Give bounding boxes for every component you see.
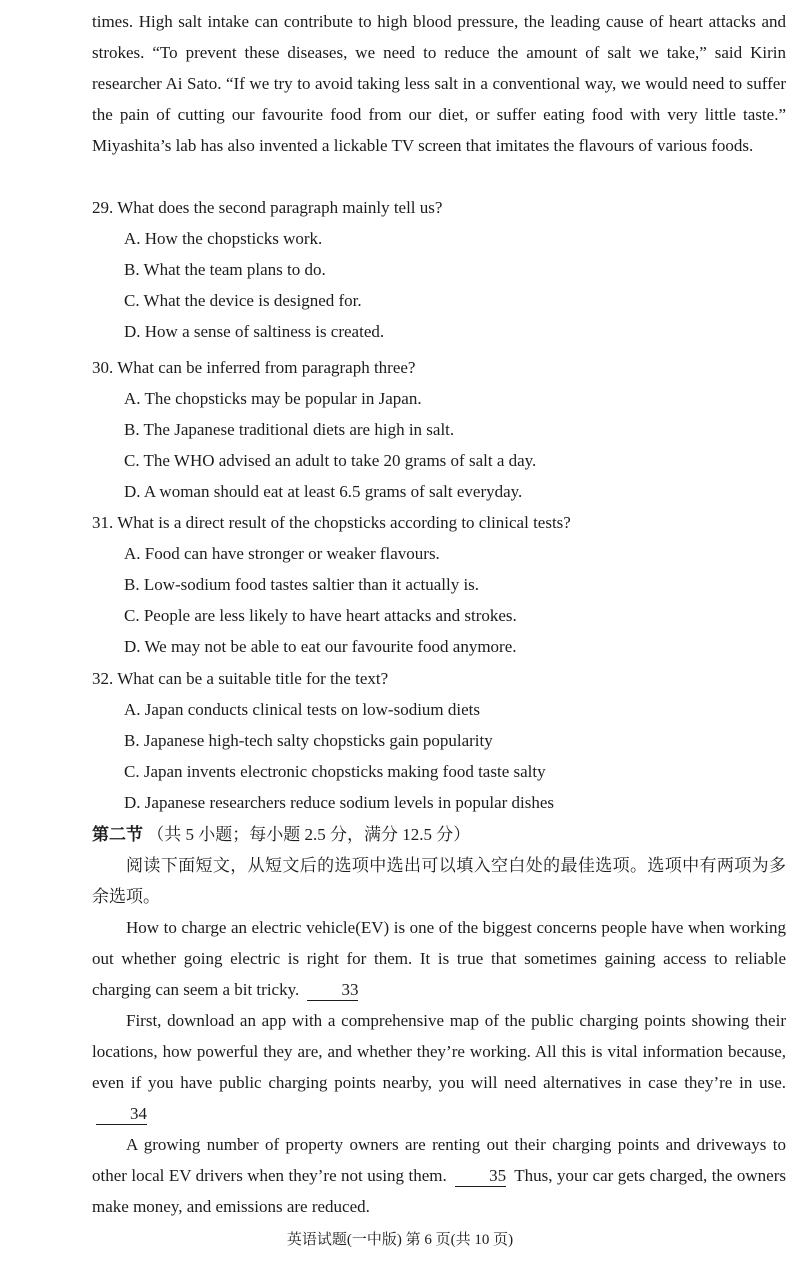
- passage-paragraph: times. High salt intake can contribute to high blood pressure, the leading cause of heart attacks and strokes. “To prevent these diseases, we need to reduce the amount of salt we take,” said Kirin researcher Ai Sato. “If we try to avoid taking less salt in a conventional way, we would need to suffer the pain of cutting our favourite food from our diet, or suffer eating food with very little taste.” Miyashita’s lab has also invented a lickable TV screen that imitates the flavours of various foods.: [92, 12, 786, 155]
- paragraph-text: How to charge an electric vehicle(EV) is one of the biggest concerns people have when working out whether going electric is right for them. It is true that sometimes gaining access to reliable charging can seem a bit tricky.: [92, 918, 786, 999]
- option-c: C. What the device is designed for.: [124, 291, 362, 310]
- page-footer: 英语试题(一中版) 第 6 页(共 10 页): [286, 1232, 514, 1248]
- question-29: [92, 192, 786, 347]
- section-title: 第二节: [92, 825, 143, 844]
- section-heading: [92, 819, 786, 850]
- option-d: D. We may not be able to eat our favourite food anymore.: [124, 637, 517, 656]
- passage-2: [92, 912, 786, 1222]
- option-b: B. The Japanese traditional diets are high in salt.: [124, 420, 455, 439]
- question-31: [92, 507, 786, 662]
- option-c: C. Japan invents electronic chopsticks making food taste salty: [124, 762, 546, 781]
- option-a: A. The chopsticks may be popular in Japan.: [124, 389, 422, 408]
- passage-paragraph: [92, 1129, 786, 1222]
- option-a: A. Food can have stronger or weaker flavours.: [124, 544, 440, 563]
- question-stem: 32. What can be a suitable title for the text?: [92, 669, 389, 688]
- option-d: D. How a sense of saltiness is created.: [124, 322, 385, 341]
- option-b: B. Japanese high-tech salty chopsticks gain popularity: [124, 731, 493, 750]
- paragraph-text: Thus, your car gets charged, the owners make money, and emissions are reduced.: [92, 1166, 787, 1216]
- blank-33: 33: [307, 980, 358, 1001]
- passage-paragraph: [92, 912, 786, 1005]
- question-stem: 30. What can be inferred from paragraph three?: [92, 358, 416, 377]
- question-32: [92, 663, 786, 818]
- blank-34: 34: [96, 1104, 147, 1125]
- passage-paragraph: [92, 1005, 786, 1129]
- section-2: [92, 819, 786, 912]
- option-d: D. A woman should eat at least 6.5 grams of salt everyday.: [124, 482, 523, 501]
- paragraph-text: First, download an app with a comprehensive map of the public charging points showing their locations, how powerful they are, and whether they’re working. All this is vital information because, even if you have public charging points nearby, you will need alternatives in case they’re in use.: [92, 1011, 786, 1092]
- option-b: B. What the team plans to do.: [124, 260, 326, 279]
- question-stem: 29. What does the second paragraph mainly tell us?: [92, 198, 443, 217]
- question-stem: 31. What is a direct result of the chopsticks according to clinical tests?: [92, 513, 571, 532]
- paragraph-text: A growing number of property owners are renting out their charging points and driveways to other local EV drivers when they’re not using them.: [92, 1135, 786, 1185]
- option-b: B. Low-sodium food tastes saltier than it actually is.: [124, 575, 480, 594]
- option-c: C. People are less likely to have heart attacks and strokes.: [124, 606, 517, 625]
- section-note: （共 5 小题；每小题 2.5 分，满分 12.5 分）: [147, 825, 471, 844]
- passage-tail: [92, 6, 786, 161]
- option-a: A. How the chopsticks work.: [124, 229, 323, 248]
- section-instruction: 阅读下面短文，从短文后的选项中选出可以填入空白处的最佳选项。选项中有两项为多余选项。: [92, 856, 786, 906]
- option-d: D. Japanese researchers reduce sodium levels in popular dishes: [124, 793, 555, 812]
- question-30: [92, 352, 786, 507]
- blank-35: 35: [455, 1166, 506, 1187]
- option-a: A. Japan conducts clinical tests on low-sodium diets: [124, 700, 480, 719]
- option-c: C. The WHO advised an adult to take 20 grams of salt a day.: [124, 451, 537, 470]
